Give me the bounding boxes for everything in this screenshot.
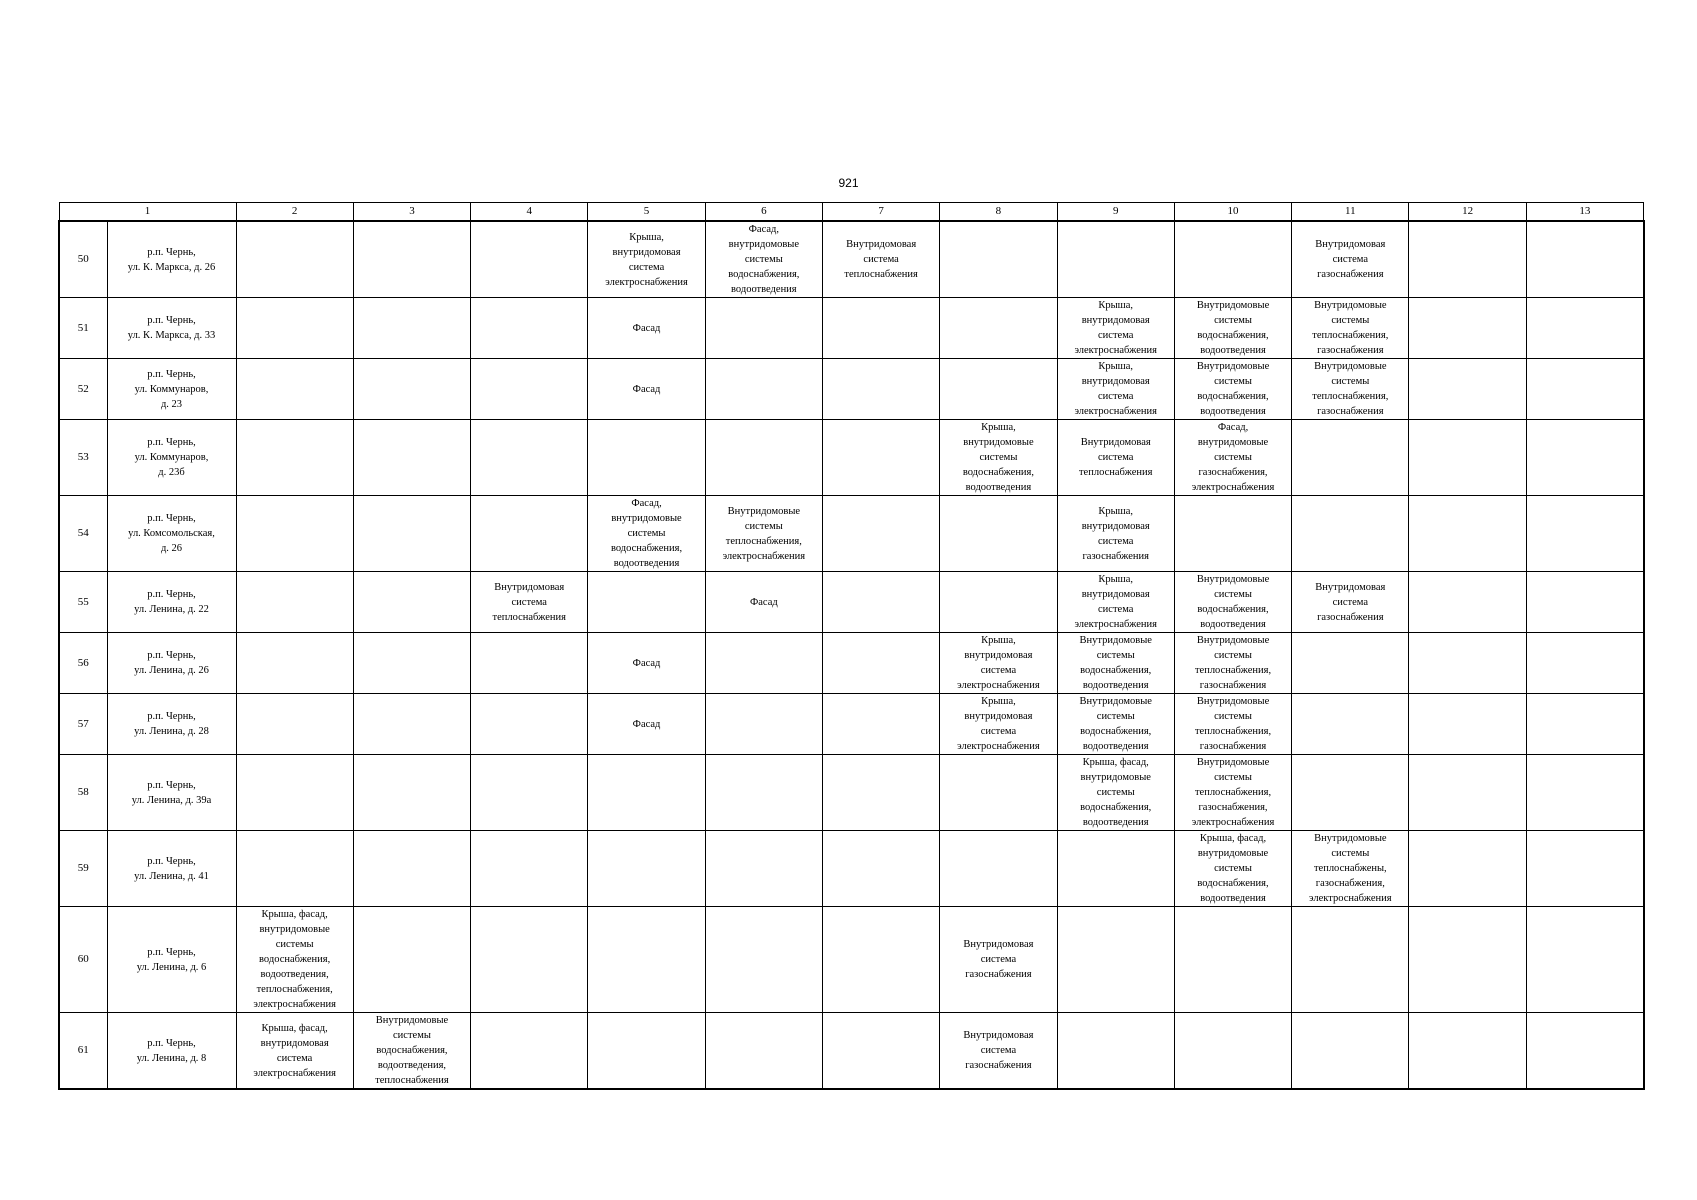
row-number: 60 (59, 907, 107, 1013)
column-number-header: 9 (1057, 203, 1174, 222)
work-cell-col-13 (1526, 298, 1643, 359)
work-cell-col-10 (1174, 907, 1291, 1013)
address-cell: р.п. Чернь, ул. Ленина, д. 26 (107, 633, 236, 694)
page-number: 921 (838, 176, 859, 190)
address-cell: р.п. Чернь, ул. Ленина, д. 6 (107, 907, 236, 1013)
address-cell: р.п. Чернь, ул. Коммунаров, д. 23 (107, 359, 236, 420)
work-cell-col-12 (1409, 221, 1526, 298)
work-cell-col-3 (353, 221, 470, 298)
row-number: 58 (59, 755, 107, 831)
row-number: 54 (59, 496, 107, 572)
work-cell-col-3 (353, 907, 470, 1013)
work-cell-col-10: Крыша, фасад, внутридомовые системы водоснабжения, водоотведения (1174, 831, 1291, 907)
work-cell-col-11 (1292, 496, 1409, 572)
work-cell-col-6 (705, 755, 822, 831)
work-cell-col-13 (1526, 420, 1643, 496)
work-cell-col-2 (236, 496, 353, 572)
column-number-header-row (59, 203, 1644, 222)
address-cell: р.п. Чернь, ул. Ленина, д. 8 (107, 1013, 236, 1090)
work-cell-col-2: Крыша, фасад, внутридомовые системы водоснабжения, водоотведения, теплоснабжения, электроснабжения (236, 907, 353, 1013)
row-number: 59 (59, 831, 107, 907)
work-cell-col-10 (1174, 496, 1291, 572)
work-cell-col-11 (1292, 755, 1409, 831)
work-cell-col-7 (822, 694, 939, 755)
row-number: 56 (59, 633, 107, 694)
work-cell-col-11 (1292, 420, 1409, 496)
work-cell-col-5: Фасад (588, 694, 705, 755)
work-cell-col-6 (705, 694, 822, 755)
work-cell-col-4 (471, 496, 588, 572)
work-cell-col-7: Внутридомовая система теплоснабжения (822, 221, 939, 298)
table-row (59, 755, 1644, 831)
work-cell-col-10: Фасад, внутридомовые системы газоснабжения, электроснабжения (1174, 420, 1291, 496)
address-cell: р.п. Чернь, ул. К. Маркса, д. 33 (107, 298, 236, 359)
work-cell-col-9: Крыша, фасад, внутридомовые системы водоснабжения, водоотведения (1057, 755, 1174, 831)
work-cell-col-8 (940, 298, 1057, 359)
column-number-header: 11 (1292, 203, 1409, 222)
work-cell-col-10: Внутридомовые системы водоснабжения, водоотведения (1174, 572, 1291, 633)
work-cell-col-9: Крыша, внутридомовая система газоснабжения (1057, 496, 1174, 572)
work-cell-col-10 (1174, 1013, 1291, 1090)
work-cell-col-8: Крыша, внутридомовая система электроснабжения (940, 633, 1057, 694)
work-cell-col-6 (705, 420, 822, 496)
work-cell-col-6 (705, 831, 822, 907)
work-cell-col-5: Фасад (588, 298, 705, 359)
work-cell-col-9 (1057, 1013, 1174, 1090)
table-row (59, 420, 1644, 496)
work-cell-col-10: Внутридомовые системы водоснабжения, водоотведения (1174, 359, 1291, 420)
work-cell-col-11 (1292, 907, 1409, 1013)
work-cell-col-4 (471, 907, 588, 1013)
work-cell-col-11 (1292, 633, 1409, 694)
work-cell-col-7 (822, 1013, 939, 1090)
work-cell-col-3 (353, 420, 470, 496)
work-cell-col-8 (940, 221, 1057, 298)
work-cell-col-12 (1409, 496, 1526, 572)
work-cell-col-10: Внутридомовые системы теплоснабжения, газоснабжения, электроснабжения (1174, 755, 1291, 831)
work-cell-col-6 (705, 298, 822, 359)
table-body (59, 221, 1644, 1089)
work-cell-col-3 (353, 298, 470, 359)
work-cell-col-4 (471, 831, 588, 907)
work-cell-col-11: Внутридомовые системы теплоснабжения, газоснабжения (1292, 359, 1409, 420)
work-cell-col-5 (588, 907, 705, 1013)
work-cell-col-3 (353, 496, 470, 572)
work-cell-col-10 (1174, 221, 1291, 298)
work-cell-col-2 (236, 572, 353, 633)
work-cell-col-8 (940, 755, 1057, 831)
row-number: 57 (59, 694, 107, 755)
column-number-header: 12 (1409, 203, 1526, 222)
work-cell-col-8: Внутридомовая система газоснабжения (940, 1013, 1057, 1090)
work-cell-col-7 (822, 572, 939, 633)
table-row (59, 694, 1644, 755)
work-cell-col-6 (705, 1013, 822, 1090)
work-cell-col-9: Крыша, внутридомовая система электроснабжения (1057, 298, 1174, 359)
address-cell: р.п. Чернь, ул. Ленина, д. 39а (107, 755, 236, 831)
work-cell-col-5 (588, 755, 705, 831)
row-number: 50 (59, 221, 107, 298)
work-cell-col-6 (705, 907, 822, 1013)
work-cell-col-7 (822, 359, 939, 420)
work-cell-col-9 (1057, 221, 1174, 298)
address-cell: р.п. Чернь, ул. Ленина, д. 22 (107, 572, 236, 633)
column-number-header: 13 (1526, 203, 1643, 222)
work-cell-col-6: Фасад (705, 572, 822, 633)
work-cell-col-3 (353, 633, 470, 694)
work-cell-col-5 (588, 572, 705, 633)
work-cell-col-9 (1057, 907, 1174, 1013)
work-cell-col-13 (1526, 694, 1643, 755)
work-cell-col-8 (940, 359, 1057, 420)
address-cell: р.п. Чернь, ул. Ленина, д. 41 (107, 831, 236, 907)
work-cell-col-13 (1526, 755, 1643, 831)
work-cell-col-7 (822, 496, 939, 572)
work-cell-col-3 (353, 572, 470, 633)
work-cell-col-8 (940, 572, 1057, 633)
table-row (59, 572, 1644, 633)
table-row (59, 298, 1644, 359)
work-cell-col-10: Внутридомовые системы теплоснабжения, газоснабжения (1174, 694, 1291, 755)
work-cell-col-11 (1292, 694, 1409, 755)
address-cell: р.п. Чернь, ул. Коммунаров, д. 23б (107, 420, 236, 496)
work-cell-col-2 (236, 633, 353, 694)
work-cell-col-8 (940, 831, 1057, 907)
work-cell-col-10: Внутридомовые системы водоснабжения, водоотведения (1174, 298, 1291, 359)
address-cell: р.п. Чернь, ул. Ленина, д. 28 (107, 694, 236, 755)
work-cell-col-3 (353, 755, 470, 831)
work-cell-col-11: Внутридомовые системы теплоснабжены, газоснабжения, электроснабжения (1292, 831, 1409, 907)
work-cell-col-12 (1409, 420, 1526, 496)
work-cell-col-3 (353, 831, 470, 907)
work-cell-col-13 (1526, 359, 1643, 420)
address-cell: р.п. Чернь, ул. К. Маркса, д. 26 (107, 221, 236, 298)
column-number-header: 10 (1174, 203, 1291, 222)
work-cell-col-6: Фасад, внутридомовые системы водоснабжения, водоотведения (705, 221, 822, 298)
work-cell-col-2: Крыша, фасад, внутридомовая система электроснабжения (236, 1013, 353, 1090)
work-cell-col-11: Внутридомовые системы теплоснабжения, газоснабжения (1292, 298, 1409, 359)
work-cell-col-6 (705, 359, 822, 420)
row-number: 52 (59, 359, 107, 420)
work-cell-col-9: Внутридомовые системы водоснабжения, водоотведения (1057, 694, 1174, 755)
work-cell-col-7 (822, 420, 939, 496)
column-number-header: 7 (822, 203, 939, 222)
work-cell-col-13 (1526, 496, 1643, 572)
work-cell-col-6: Внутридомовые системы теплоснабжения, электроснабжения (705, 496, 822, 572)
table-row (59, 221, 1644, 298)
work-cell-col-12 (1409, 694, 1526, 755)
work-cell-col-12 (1409, 907, 1526, 1013)
work-cell-col-3: Внутридомовые системы водоснабжения, водоотведения, теплоснабжения (353, 1013, 470, 1090)
work-cell-col-5: Крыша, внутридомовая система электроснабжения (588, 221, 705, 298)
work-cell-col-2 (236, 359, 353, 420)
table-row (59, 633, 1644, 694)
work-cell-col-9 (1057, 831, 1174, 907)
table-row (59, 907, 1644, 1013)
work-cell-col-3 (353, 359, 470, 420)
work-cell-col-7 (822, 633, 939, 694)
column-number-header: 3 (353, 203, 470, 222)
work-cell-col-5 (588, 1013, 705, 1090)
column-number-header: 4 (471, 203, 588, 222)
work-cell-col-2 (236, 694, 353, 755)
work-cell-col-12 (1409, 298, 1526, 359)
work-cell-col-4: Внутридомовая система теплоснабжения (471, 572, 588, 633)
work-cell-col-8: Крыша, внутридомовая система электроснабжения (940, 694, 1057, 755)
work-cell-col-4 (471, 359, 588, 420)
work-cell-col-4 (471, 420, 588, 496)
work-cell-col-2 (236, 420, 353, 496)
row-number: 55 (59, 572, 107, 633)
work-cell-col-9: Внутридомовая система теплоснабжения (1057, 420, 1174, 496)
work-cell-col-5: Фасад (588, 633, 705, 694)
address-cell: р.п. Чернь, ул. Комсомольская, д. 26 (107, 496, 236, 572)
work-cell-col-7 (822, 907, 939, 1013)
table-row (59, 831, 1644, 907)
work-cell-col-7 (822, 831, 939, 907)
work-cell-col-5 (588, 831, 705, 907)
work-cell-col-4 (471, 1013, 588, 1090)
repair-schedule-table (58, 202, 1645, 1090)
work-cell-col-13 (1526, 907, 1643, 1013)
work-cell-col-6 (705, 633, 822, 694)
work-cell-col-9: Внутридомовые системы водоснабжения, водоотведения (1057, 633, 1174, 694)
work-cell-col-9: Крыша, внутридомовая система электроснабжения (1057, 572, 1174, 633)
row-number: 51 (59, 298, 107, 359)
column-number-header: 8 (940, 203, 1057, 222)
work-cell-col-13 (1526, 221, 1643, 298)
work-cell-col-3 (353, 694, 470, 755)
work-cell-col-4 (471, 694, 588, 755)
work-cell-col-2 (236, 298, 353, 359)
work-cell-col-5: Фасад, внутридомовые системы водоснабжения, водоотведения (588, 496, 705, 572)
work-cell-col-8 (940, 496, 1057, 572)
column-number-header: 6 (705, 203, 822, 222)
work-cell-col-13 (1526, 1013, 1643, 1090)
work-cell-col-11: Внутридомовая система газоснабжения (1292, 221, 1409, 298)
work-cell-col-2 (236, 221, 353, 298)
work-cell-col-12 (1409, 359, 1526, 420)
work-cell-col-2 (236, 755, 353, 831)
work-cell-col-13 (1526, 831, 1643, 907)
work-cell-col-12 (1409, 572, 1526, 633)
work-cell-col-8: Внутридомовая система газоснабжения (940, 907, 1057, 1013)
work-cell-col-7 (822, 298, 939, 359)
work-cell-col-12 (1409, 755, 1526, 831)
work-cell-col-12 (1409, 1013, 1526, 1090)
work-cell-col-9: Крыша, внутридомовая система электроснабжения (1057, 359, 1174, 420)
work-cell-col-13 (1526, 633, 1643, 694)
table-row (59, 1013, 1644, 1090)
work-cell-col-11 (1292, 1013, 1409, 1090)
work-cell-col-4 (471, 755, 588, 831)
work-cell-col-13 (1526, 572, 1643, 633)
work-cell-col-4 (471, 633, 588, 694)
work-cell-col-5 (588, 420, 705, 496)
table-row (59, 359, 1644, 420)
work-cell-col-11: Внутридомовая система газоснабжения (1292, 572, 1409, 633)
column-number-header: 1 (59, 203, 236, 222)
work-cell-col-12 (1409, 831, 1526, 907)
table-row (59, 496, 1644, 572)
row-number: 53 (59, 420, 107, 496)
work-cell-col-8: Крыша, внутридомовые системы водоснабжения, водоотведения (940, 420, 1057, 496)
column-number-header: 2 (236, 203, 353, 222)
row-number: 61 (59, 1013, 107, 1090)
work-cell-col-2 (236, 831, 353, 907)
work-cell-col-4 (471, 298, 588, 359)
work-cell-col-12 (1409, 633, 1526, 694)
column-number-header: 5 (588, 203, 705, 222)
work-cell-col-7 (822, 755, 939, 831)
work-cell-col-10: Внутридомовые системы теплоснабжения, газоснабжения (1174, 633, 1291, 694)
work-cell-col-4 (471, 221, 588, 298)
work-cell-col-5: Фасад (588, 359, 705, 420)
